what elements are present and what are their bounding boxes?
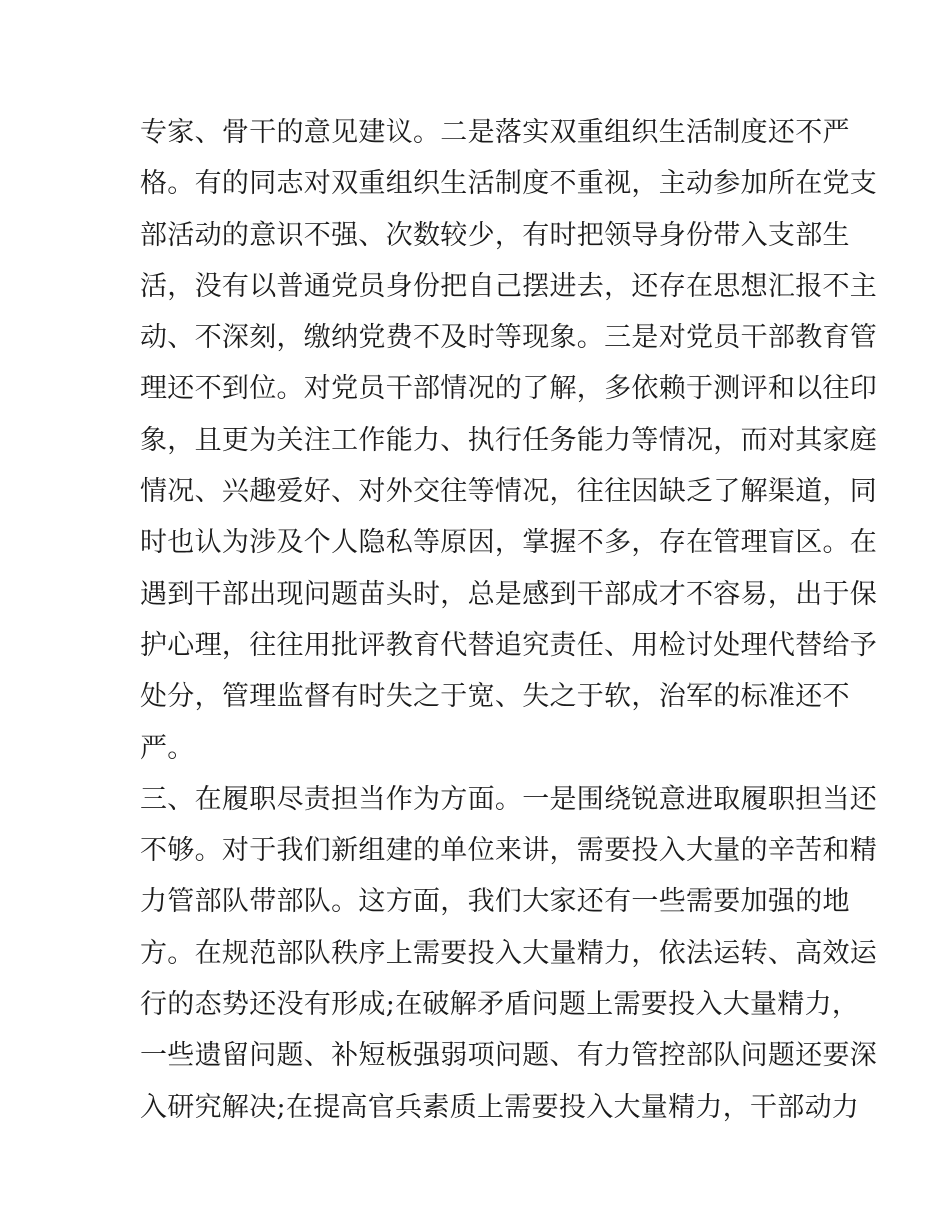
- text-line: 方。在规范部队秩序上需要投入大量精力，依法运转、高效运: [140, 937, 878, 969]
- text-line: 专家、骨干的意见建议。二是落实双重组织生活制度还不严: [140, 117, 850, 148]
- text-line: 格。有的同志对双重组织生活制度不重视，主动参加所在党支: [140, 168, 878, 200]
- text-line: 护心理，往往用批评教育代替追究责任、用检讨处理代替给予: [140, 629, 878, 661]
- text-line: 不够。对于我们新组建的单位来讲，需要投入大量的辛苦和精: [140, 835, 878, 867]
- text-line: 部活动的意识不强、次数较少，有时把领导身份带入支部生: [140, 219, 850, 251]
- text-line: 行的态势还没有形成;在破解矛盾问题上需要投入大量精力，: [140, 989, 860, 1021]
- text-line: 严。: [140, 732, 195, 764]
- body-text: [140, 107, 878, 1133]
- text-line: 动、不深刻，缴纳党费不及时等现象。三是对党员干部教育管: [140, 322, 878, 354]
- text-line: 象，且更为关注工作能力、执行任务能力等情况，而对其家庭: [140, 424, 878, 456]
- text-line: 入研究解决;在提高官兵素质上需要投入大量精力，干部动力: [140, 1091, 860, 1123]
- text-line: 一些遗留问题、补短板强弱项问题、有力管控部队问题还要深: [140, 1040, 878, 1072]
- section-heading-line: 三、在履职尽责担当作为方面。一是围绕锐意进取履职担当还: [140, 783, 878, 815]
- text-line: 力管部队带部队。这方面，我们大家还有一些需要加强的地: [140, 886, 850, 918]
- text-line: 理还不到位。对党员干部情况的了解，多依赖于测评和以往印: [140, 373, 878, 405]
- text-line: 活，没有以普通党员身份把自己摆进去，还存在思想汇报不主: [140, 270, 878, 302]
- text-line: 遇到干部出现问题苗头时，总是感到干部成才不容易，出于保: [140, 578, 878, 610]
- text-line: 情况、兴趣爱好、对外交往等情况，往往因缺乏了解渠道，同: [140, 476, 878, 508]
- text-line: 时也认为涉及个人隐私等原因，掌握不多，存在管理盲区。在: [140, 527, 878, 559]
- text-line: 处分，管理监督有时失之于宽、失之于软，治军的标准还不: [140, 681, 850, 713]
